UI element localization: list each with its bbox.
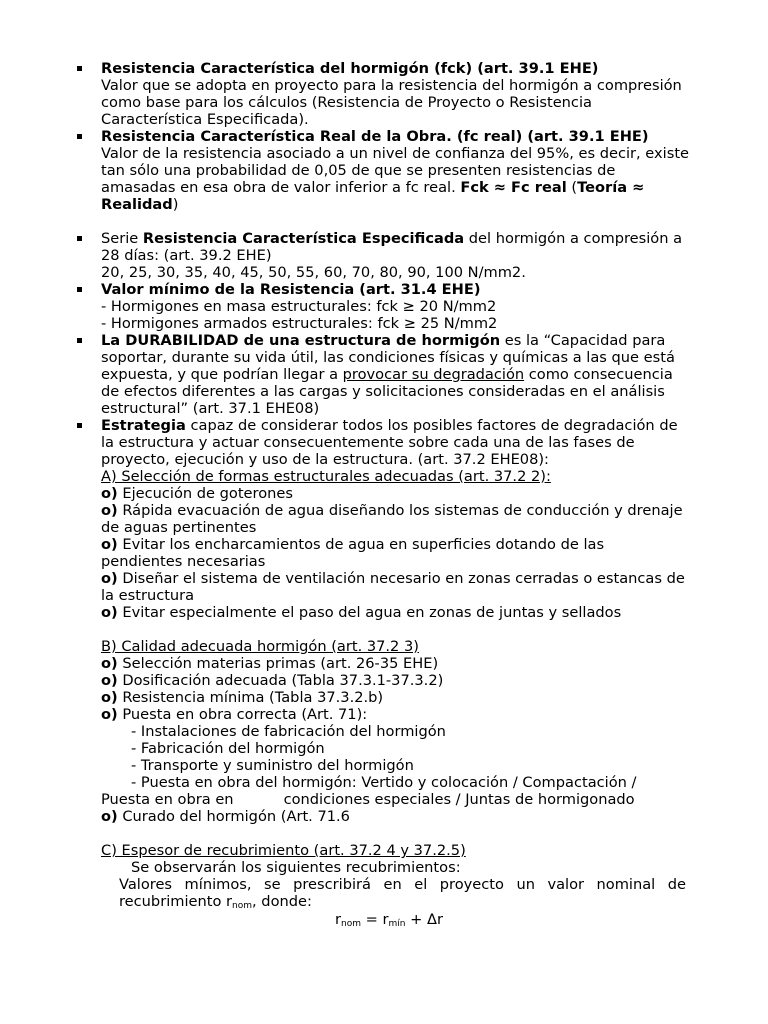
section-b-point xyxy=(101,706,690,723)
paren-open: ( xyxy=(566,179,578,196)
point-text: Curado del hormigón (Art. 71.6 xyxy=(117,808,350,825)
section-b-point xyxy=(101,689,690,706)
point-text: Dosificación adecuada (Tabla 37.3.1-37.3.2) xyxy=(117,672,444,689)
section-b-subpoint: - Puesta en obra del hormigón: Vertido y colocación / Compactación / xyxy=(131,774,637,791)
section-a-point xyxy=(101,536,690,570)
section-a-point xyxy=(101,604,690,621)
section-c-paragraph xyxy=(119,876,686,910)
formula-sub-nom: nom xyxy=(341,919,361,929)
point-text: Puesta en obra correcta (Art. 71): xyxy=(117,706,368,723)
item-title: Resistencia Característica del hormigón (fck) (art. 39.1 EHE) xyxy=(101,60,599,77)
section-b-point xyxy=(101,672,690,689)
section-b-subpoint: - Transporte y suministro del hormigón xyxy=(131,757,414,774)
list-item-fc-real xyxy=(0,128,768,213)
formula-sub-min: mín xyxy=(388,919,406,929)
item-body: Valor de la resistencia asociado a un nivel de confianza del 95%, es decir, existe tan sólo una probabilidad de 0,05 de que se presenten resistencias de amasadas en esa obra de valor inferior a fc real. xyxy=(101,145,690,196)
item-body: capaz de considerar todos los posibles factores de degradación de la estructura y actuar consecuentemente sobre cada una de las fases de proyecto, ejecución y uso de la estructura. (art. 37.2 EHE08): xyxy=(101,417,678,468)
point-text: Evitar especialmente el paso del agua en zonas de juntas y sellados xyxy=(117,604,622,621)
point-marker: o) xyxy=(101,689,118,706)
item-title: Valor mínimo de la Resistencia (art. 31.4 EHE) xyxy=(101,281,481,298)
point-marker: o) xyxy=(101,808,118,825)
point-marker: o) xyxy=(101,536,118,553)
point-marker: o) xyxy=(101,485,118,502)
theory-bold: Teoría ≈ Realidad xyxy=(101,179,645,213)
item-values: 20, 25, 30, 35, 40, 45, 50, 55, 60, 70, 80, 90, 100 N/mm2. xyxy=(101,264,526,281)
point-text: Resistencia mínima (Tabla 37.3.2.b) xyxy=(117,689,384,706)
list-item-estrategia xyxy=(0,417,768,876)
section-b-subpoint: - Instalaciones de fabricación del hormigón xyxy=(131,723,446,740)
point-text: Rápida evacuación de agua diseñando los sistemas de conducción y drenaje de aguas pertinentes xyxy=(101,502,683,536)
section-c-intro: Se observarán los siguientes recubrimientos: xyxy=(131,859,461,876)
formula-bold: Fck ≈ Fc real xyxy=(460,179,567,196)
formula-end: + Δr xyxy=(405,911,443,928)
document-page xyxy=(0,60,768,928)
section-c-paragraph-wrap xyxy=(0,876,768,928)
item-pre: Serie xyxy=(101,230,143,247)
item-title: Estrategia xyxy=(101,417,186,434)
point-text: Ejecución de goterones xyxy=(117,485,293,502)
item-line: - Hormigones armados estructurales: fck ≥ 25 N/mm2 xyxy=(101,315,498,332)
point-marker: o) xyxy=(101,604,118,621)
wrap-right: condiciones especiales / Juntas de hormigonado xyxy=(283,791,635,808)
spacer xyxy=(101,621,690,638)
item-body: Valor que se adopta en proyecto para la resistencia del hormigón a compresión como base para los cálculos (Resistencia de Proyecto o Resistencia Característica Especificada). xyxy=(101,77,682,128)
section-b-point xyxy=(101,808,690,825)
para-subscript: nom xyxy=(232,901,253,911)
item-line: - Hormigones en masa estructurales: fck ≥ 20 N/mm2 xyxy=(101,298,497,315)
formula-eq: = r xyxy=(360,911,389,928)
item-title: Resistencia Característica Real de la Obra. (fc real) (art. 39.1 EHE) xyxy=(101,128,649,145)
point-text: Selección materias primas (art. 26-35 EHE) xyxy=(117,655,439,672)
point-text: Diseñar el sistema de ventilación necesario en zonas cerradas o estancas de la estructura xyxy=(101,570,685,604)
item-title: La DURABILIDAD de una estructura de hormigón xyxy=(101,332,501,349)
point-marker: o) xyxy=(101,706,118,723)
item-body: es la “Capacidad para soportar, durante su vida útil, las condiciones físicas y químicas a las que está expuesta, y que podrían llegar a xyxy=(101,332,675,383)
list-item-serie xyxy=(0,230,768,281)
list-item-fck xyxy=(0,60,768,128)
section-c-heading: C) Espesor de recubrimiento (art. 37.2 4 y 37.2.5) xyxy=(101,842,466,859)
section-b-subpoint: - Fabricación del hormigón xyxy=(131,740,325,757)
point-text: Evitar los encharcamientos de agua en superficies dotando de las pendientes necesarias xyxy=(101,536,605,570)
section-b-point xyxy=(101,655,690,672)
item-title: Resistencia Característica Especificada xyxy=(142,230,465,247)
item-body: del hormigón a compresión a 28 días: (art. 39.2 EHE) xyxy=(101,230,683,264)
wrap-left: Puesta en obra en xyxy=(101,791,234,808)
point-marker: o) xyxy=(101,570,118,587)
point-marker: o) xyxy=(101,502,118,519)
item-body-2: como consecuencia de efectos diferentes a las cargas y solicitaciones consideradas en el análisis estructural” (art. 37.1 EHE08) xyxy=(101,366,673,417)
spacer xyxy=(101,825,690,842)
para-text: Valores mínimos, se prescribirá en el proyecto un valor nominal de recubrimiento r xyxy=(119,876,686,910)
section-a-heading: A) Selección de formas estructurales adecuadas (art. 37.2 2): xyxy=(101,468,551,485)
para-end: , donde: xyxy=(252,893,312,910)
formula-r: r xyxy=(335,911,341,928)
list-item-valor-minimo xyxy=(0,281,768,332)
paren-close: ) xyxy=(172,196,179,213)
underlined-text: provocar su degradación xyxy=(342,366,525,383)
point-marker: o) xyxy=(101,672,118,689)
spacer xyxy=(0,213,768,230)
section-b-wrapped-line xyxy=(101,791,690,808)
section-a-point xyxy=(101,485,690,502)
bullet-list xyxy=(0,60,768,876)
section-b-heading: B) Calidad adecuada hormigón (art. 37.2 3) xyxy=(101,638,419,655)
section-a-point xyxy=(101,570,690,604)
list-item-durabilidad xyxy=(0,332,768,417)
section-a-point xyxy=(101,502,690,536)
formula xyxy=(119,911,686,928)
point-marker: o) xyxy=(101,655,118,672)
